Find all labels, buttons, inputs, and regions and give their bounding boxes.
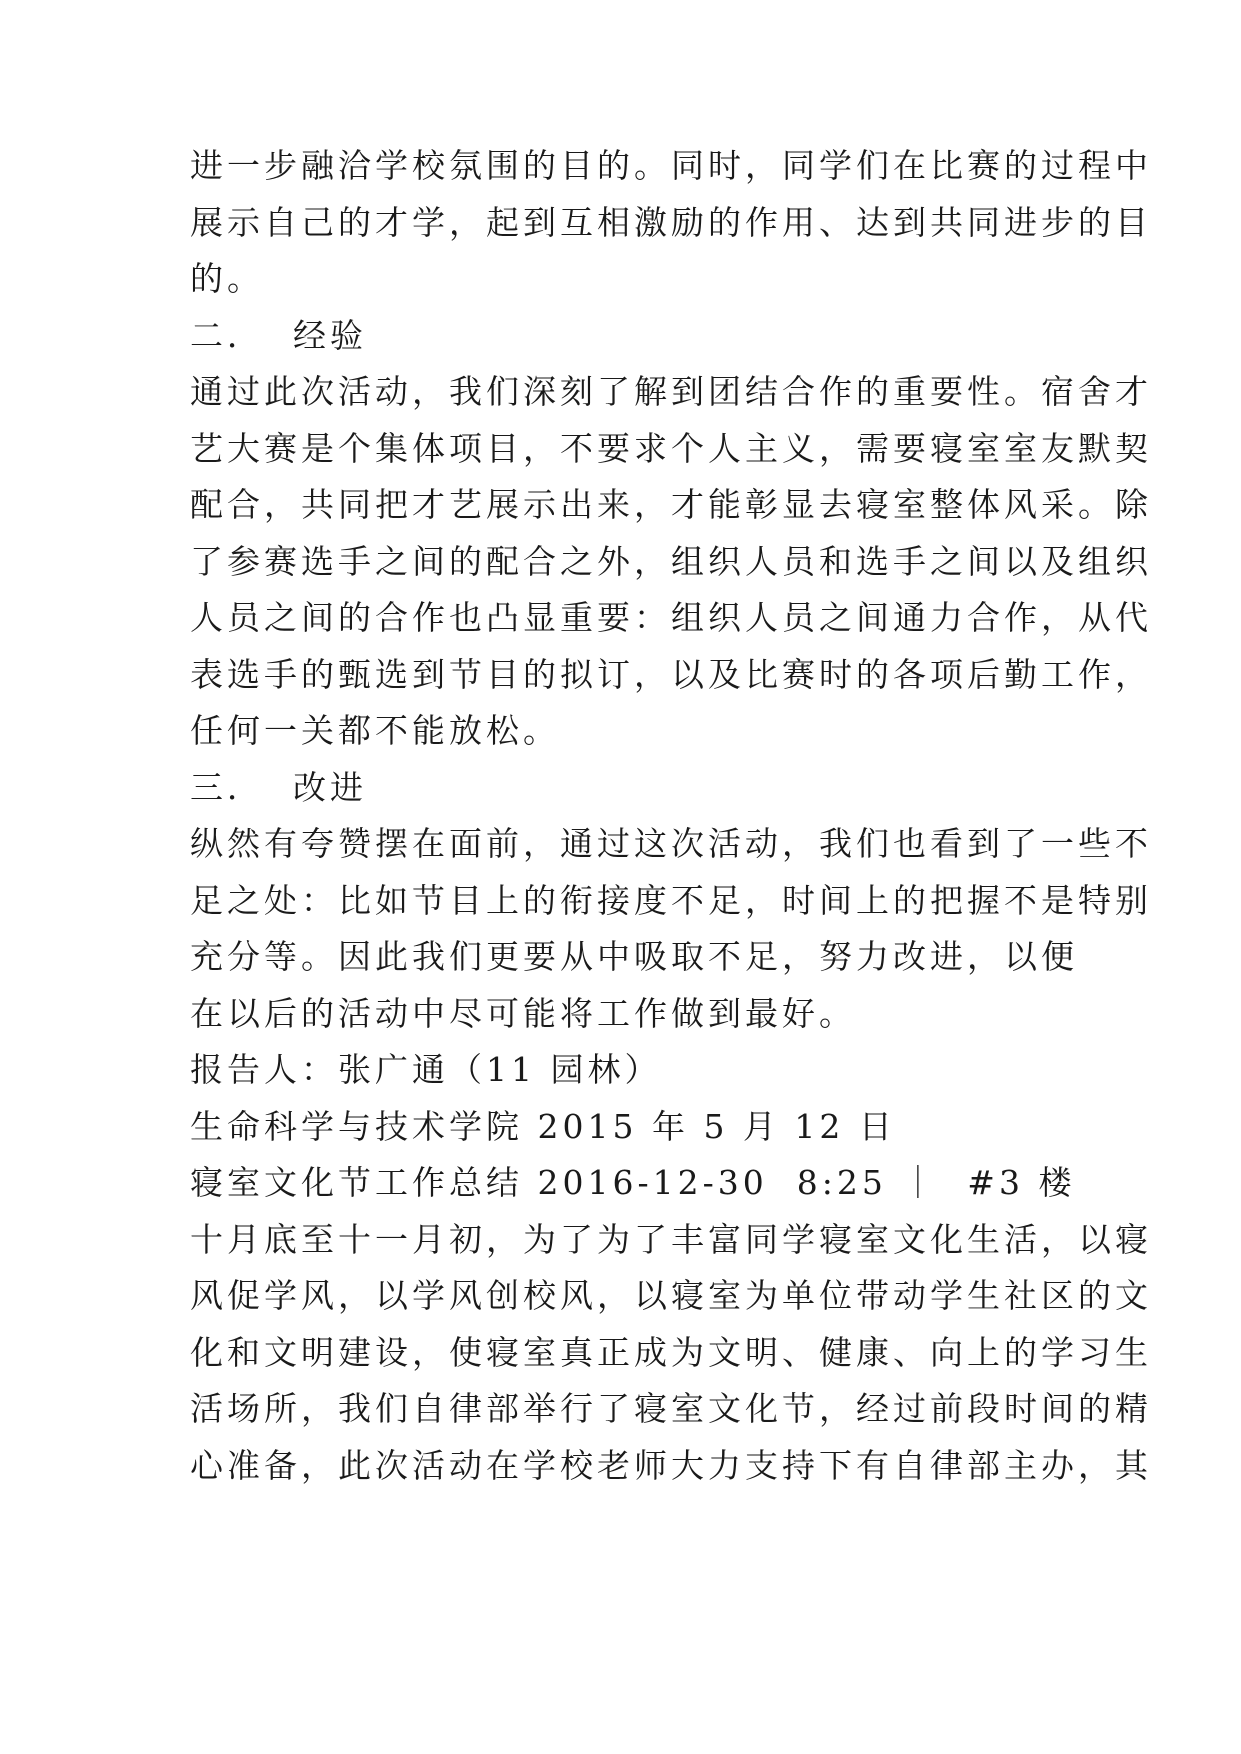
text-line: 的。 [190,259,264,298]
text-line: 人员之间的合作也凸显重要：组织人员之间通力合作，从代 [190,598,1152,637]
text-line: 风促学风，以学风创校风，以寝室为单位带动学生社区的文 [190,1276,1152,1315]
text-line: 纵然有夸赞摆在面前，通过这次活动，我们也看到了一些不 [190,824,1152,863]
text-line: 任何一关都不能放松。 [190,711,560,750]
text-line: 艺大赛是个集体项目，不要求个人主义，需要寝室室友默契 [190,429,1152,468]
date-line: 生命科学与技术学院 2015 年 5 月 12 日 [190,1107,896,1146]
post-header-line: 寝室文化节工作总结 2016-12-30 8:25 ｜ #3 楼 [190,1163,1076,1202]
text-line: 心准备，此次活动在学校老师大力支持下有自律部主办，其 [190,1446,1152,1485]
section-heading: 三． 改进 [190,768,367,807]
text-line: 了参赛选手之间的配合之外，组织人员和选手之间以及组织 [190,542,1152,581]
text-line: 展示自己的才学，起到互相激励的作用、达到共同进步的目 [190,203,1152,242]
text-line: 活场所，我们自律部举行了寝室文化节，经过前段时间的精 [190,1389,1152,1428]
text-line: 充分等。因此我们更要从中吸取不足，努力改进，以便 [190,937,1078,976]
text-line: 化和文明建设，使寝室真正成为文明、健康、向上的学习生 [190,1333,1152,1372]
text-line: 十月底至十一月初，为了为了丰富同学寝室文化生活，以寝 [190,1220,1152,1259]
text-line: 在以后的活动中尽可能将工作做到最好。 [190,994,856,1033]
text-line: 足之处：比如节目上的衔接度不足，时间上的把握不是特别 [190,881,1152,920]
text-line: 进一步融洽学校氛围的目的。同时，同学们在比赛的过程中 [190,146,1152,185]
text-line: 配合，共同把才艺展示出来，才能彰显去寝室整体风采。除 [190,485,1152,524]
text-line: 通过此次活动，我们深刻了解到团结合作的重要性。宿舍才 [190,372,1152,411]
section-heading: 二． 经验 [190,316,367,355]
reporter-line: 报告人：张广通（11 园林） [190,1050,662,1089]
text-line: 表选手的甄选到节目的拟订，以及比赛时的各项后勤工作， [190,655,1152,694]
